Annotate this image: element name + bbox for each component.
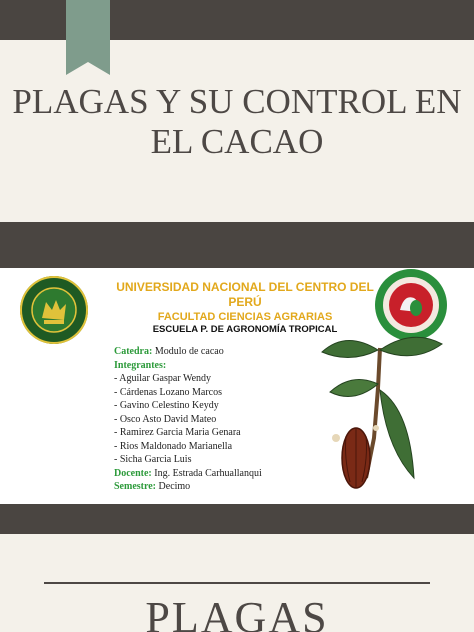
semestre-label: Semestre: — [114, 481, 157, 492]
catedra-label: Catedra: — [114, 346, 153, 357]
ribbon-bookmark-icon — [66, 0, 110, 75]
member-item: - Aguilar Gaspar Wendy — [114, 373, 212, 384]
slide-separator — [0, 222, 474, 268]
member-item: - Sicha Garcia Luis — [114, 454, 192, 465]
member-item: - Ramirez Garcia Maria Genara — [114, 427, 241, 438]
docente-value: Ing. Estrada Carhuallanqui — [154, 467, 262, 479]
school-name: ESCUELA P. DE AGRONOMÍA TROPICAL — [152, 324, 338, 335]
section-slide — [0, 534, 474, 632]
slide-title: PLAGAS Y SU CONTROL EN EL CACAO — [12, 82, 462, 161]
cacao-plant-illustration — [316, 328, 446, 504]
cover-slide — [0, 268, 474, 504]
integrantes-label: Integrantes: — [114, 359, 167, 371]
docente-row — [114, 467, 324, 481]
docente-label: Docente: — [114, 467, 152, 479]
unc-seal-icon — [18, 274, 90, 346]
semestre-row — [114, 480, 324, 494]
faculty-name: FACULTAD CIENCIAS AGRARIAS — [157, 311, 333, 323]
member-item: - Gavino Celestino Keydy — [114, 400, 219, 411]
section-title: PLAGAS — [145, 593, 329, 632]
title-rule — [44, 582, 430, 584]
catedra-value: Modulo de cacao — [154, 346, 224, 357]
course-info — [114, 345, 324, 494]
slide-separator — [0, 504, 474, 534]
university-name: UNIVERSIDAD NACIONAL DEL CENTRO DEL PERÚ — [116, 280, 374, 309]
title-slide — [0, 0, 474, 222]
member-item: - Cárdenas Lozano Marcos — [114, 386, 223, 398]
catedra-row — [114, 345, 324, 359]
member-item: - Rios Maldonado Marianella — [114, 440, 233, 452]
semestre-value: Decimo — [158, 481, 191, 492]
member-item: - Osco Asto David Mateo — [114, 413, 217, 425]
integrantes-row — [114, 359, 324, 373]
